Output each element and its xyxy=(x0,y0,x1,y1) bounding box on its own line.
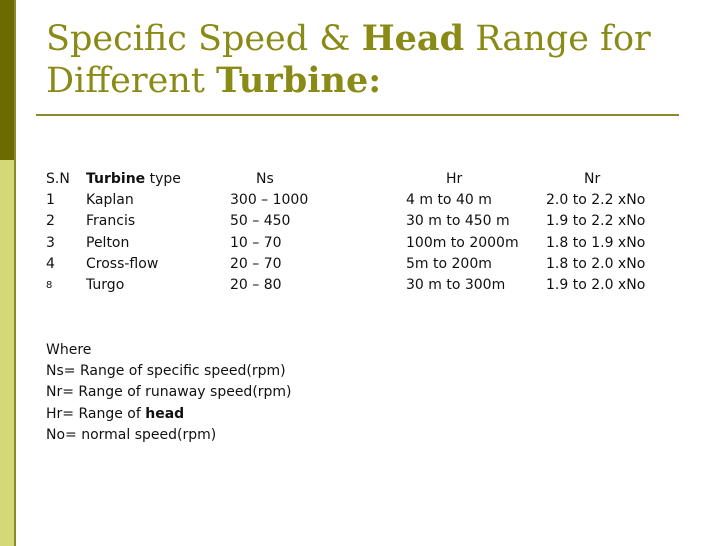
cell-ns: 10 – 70 xyxy=(230,234,282,251)
cell-type: Francis xyxy=(86,213,136,230)
legend-no: No= normal speed(rpm) xyxy=(46,426,217,443)
title-divider xyxy=(36,114,679,116)
sidebar-edge-line xyxy=(14,0,16,546)
cell-ns: 20 – 80 xyxy=(230,276,282,293)
cell-nr: 1.8 to 1.9 xNo xyxy=(546,234,646,251)
slide-title xyxy=(46,18,706,102)
cell-hr: 100m to 2000m xyxy=(406,234,519,251)
sidebar-dark-band xyxy=(0,0,14,160)
title-line-2: Different Turbine: xyxy=(46,60,382,101)
cell-sn: 1 xyxy=(46,192,55,209)
cell-ns: 300 – 1000 xyxy=(230,192,309,209)
cell-type: Kaplan xyxy=(86,192,134,209)
cell-type: Pelton xyxy=(86,234,130,251)
legend-block xyxy=(46,340,292,446)
cell-ns: 50 – 450 xyxy=(230,213,291,230)
cell-sn: 4 xyxy=(46,255,55,272)
header-type: Turbine type xyxy=(86,171,181,187)
cell-type: Turgo xyxy=(86,276,125,293)
cell-sn: 8 xyxy=(46,279,53,291)
sidebar-light-band xyxy=(0,160,14,546)
cell-type: Cross-flow xyxy=(86,255,159,272)
cell-hr: 30 m to 450 m xyxy=(406,213,510,230)
cell-hr: 5m to 200m xyxy=(406,255,492,272)
header-hr: Hr xyxy=(446,171,463,187)
cell-nr: 1.9 to 2.0 xNo xyxy=(546,276,646,293)
cell-sn: 3 xyxy=(46,234,55,251)
legend-nr: Nr= Range of runaway speed(rpm) xyxy=(46,384,292,401)
legend-ns: Ns= Range of specific speed(rpm) xyxy=(46,363,286,380)
header-sn: S.N xyxy=(46,171,70,187)
title-line-1: Specific Speed & Head Range for xyxy=(46,18,651,59)
cell-nr: 1.9 to 2.2 xNo xyxy=(546,213,646,230)
header-nr: Nr xyxy=(584,171,601,187)
cell-sn: 2 xyxy=(46,213,55,230)
cell-ns: 20 – 70 xyxy=(230,255,282,272)
legend-hr: Hr= Range of head xyxy=(46,405,185,422)
header-ns: Ns xyxy=(256,171,274,187)
cell-nr: 2.0 to 2.2 xNo xyxy=(546,192,646,209)
cell-nr: 1.8 to 2.0 xNo xyxy=(546,255,646,272)
legend-where: Where xyxy=(46,342,92,358)
cell-hr: 30 m to 300m xyxy=(406,276,506,293)
cell-hr: 4 m to 40 m xyxy=(406,192,492,209)
